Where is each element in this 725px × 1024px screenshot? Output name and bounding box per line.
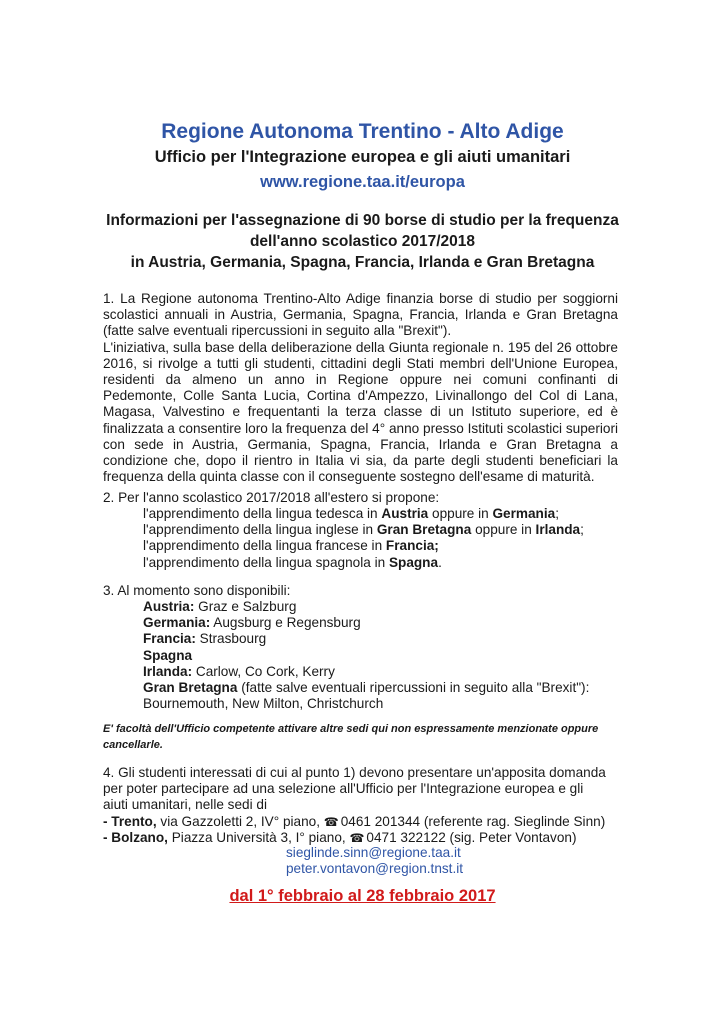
section-1-line: condizione che, dopo il rientro in Italia vi sia, da parte degli studenti beneficiari la — [103, 453, 618, 469]
destination-item: Spagna — [143, 647, 193, 663]
note-line: cancellarle. — [103, 739, 163, 751]
destination-item: Francia: Strasbourg — [143, 631, 267, 647]
section-1-line: Magasa, Valvestino e frequentanti la terza classe di un Istituto superiore, ed è — [103, 404, 618, 420]
info-heading-line: in Austria, Germania, Spagna, Francia, Irlanda e Gran Bretagna — [130, 254, 595, 271]
phone-icon: ☎ — [349, 830, 365, 845]
language-item: l'apprendimento della lingua inglese in Gran Bretagna oppure in Irlanda; — [143, 522, 584, 538]
destination-item: Gran Bretagna (fatte salve eventuali ripercussioni in seguito alla "Brexit"): — [143, 680, 590, 696]
section-2-intro: 2. Per l'anno scolastico 2017/2018 all'estero si propone: — [103, 490, 440, 505]
destination-item: Austria: Graz e Salzburg — [143, 599, 297, 614]
section-1-line: con sede in Austria, Germania, Spagna, Francia, Irlanda e Gran Bretagna a — [103, 436, 618, 452]
section-3-list — [143, 599, 589, 712]
phone-trento[interactable]: 0461 201344 (referente rag. Sieglinde Sinn) — [340, 813, 606, 829]
section-1-line: frequenza della quinta classe con il conseguente sostegno dell'esame di maturità. — [103, 469, 595, 485]
section-1-line: residenti da almeno un anno in Regione oppure nei comuni confinanti di — [103, 372, 618, 388]
info-heading-line: Informazioni per l'assegnazione di 90 borse di studio per la frequenza — [106, 212, 619, 229]
office-subtitle: Ufficio per l'Integrazione europea e gli aiuti umanitari — [154, 148, 571, 166]
section-1-line: 1. La Regione autonoma Trentino-Alto Adige finanzia borse di studio per soggiorni — [103, 291, 618, 306]
deadline: dal 1° febbraio al 28 febbraio 2017 — [229, 887, 496, 905]
section-2-list — [143, 506, 584, 571]
section-1 — [103, 291, 618, 485]
section-4-line: per poter partecipare ad una selezione all'Ufficio per l'Integrazione europea e gli — [103, 781, 584, 797]
section-4-line: aiuti umanitari, nelle sedi di — [103, 797, 267, 813]
note-line: E' facoltà dell'Ufficio competente attivare altre sedi qui non espressamente menzionate oppure — [103, 723, 599, 735]
note — [103, 721, 598, 753]
phone-icon: ☎ — [323, 814, 339, 829]
section-3-intro: 3. Al momento sono disponibili: — [103, 583, 291, 598]
language-item: l'apprendimento della lingua spagnola in Spagna. — [143, 554, 442, 570]
section-1-line: scolastici annuali in Austria, Germania, Spagna, Francia, Irlanda e Gran Bretagna — [103, 307, 618, 323]
section-4-line: 4. Gli studenti interessati di cui al punto 1) devono presentare un'apposita domanda — [103, 765, 606, 780]
section-1-line: Pedemonte, Colle Santa Lucia, Cortina d'Ampezzo, Livinallongo del Col di Lana, — [103, 388, 618, 404]
destination-item: Irlanda: Carlow, Co Cork, Kerry — [143, 663, 335, 679]
section-1-line: (fatte salve eventuali ripercussioni in seguito alla "Brexit"). — [103, 323, 452, 339]
office-bolzano: - Bolzano, Piazza Università 3, I° piano, ☎ 0471 322122 (sig. Peter Vontavon) — [103, 829, 577, 845]
website-url[interactable]: www.regione.taa.it/europa — [260, 173, 465, 191]
info-heading — [0, 210, 725, 273]
section-1-line: L'iniziativa, sulla base della deliberazione della Giunta regionale n. 195 del 26 ottobre — [103, 339, 618, 355]
region-title: Regione Autonoma Trentino - Alto Adige — [161, 120, 564, 143]
phone-bolzano[interactable]: 0471 322122 (sig. Peter Vontavon) — [366, 829, 577, 845]
email-link[interactable]: peter.vontavon@region.tnst.it — [286, 861, 464, 876]
section-1-line: finalizzata a consentire loro la frequenza del 4° anno presso Istituti scolastici superiori — [103, 420, 618, 436]
language-item: l'apprendimento della lingua francese in Francia; — [143, 538, 439, 554]
section-4 — [103, 765, 606, 846]
section-1-line: 2016, si rivolge a tutti gli studenti, cittadini degli Stati membri dell'Unione Europea, — [103, 355, 618, 371]
language-item: l'apprendimento della lingua tedesca in Austria oppure in Germania; — [143, 506, 559, 521]
gb-cities: Bournemouth, New Milton, Christchurch — [143, 696, 384, 712]
office-trento: - Trento, via Gazzoletti 2, IV° piano, ☎ 0461 201344 (referente rag. Sieglinde Sinn) — [103, 813, 606, 829]
email-link[interactable]: sieglinde.sinn@regione.taa.it — [286, 845, 461, 860]
info-heading-line: dell'anno scolastico 2017/2018 — [249, 233, 476, 250]
destination-item: Germania: Augsburg e Regensburg — [143, 615, 361, 631]
